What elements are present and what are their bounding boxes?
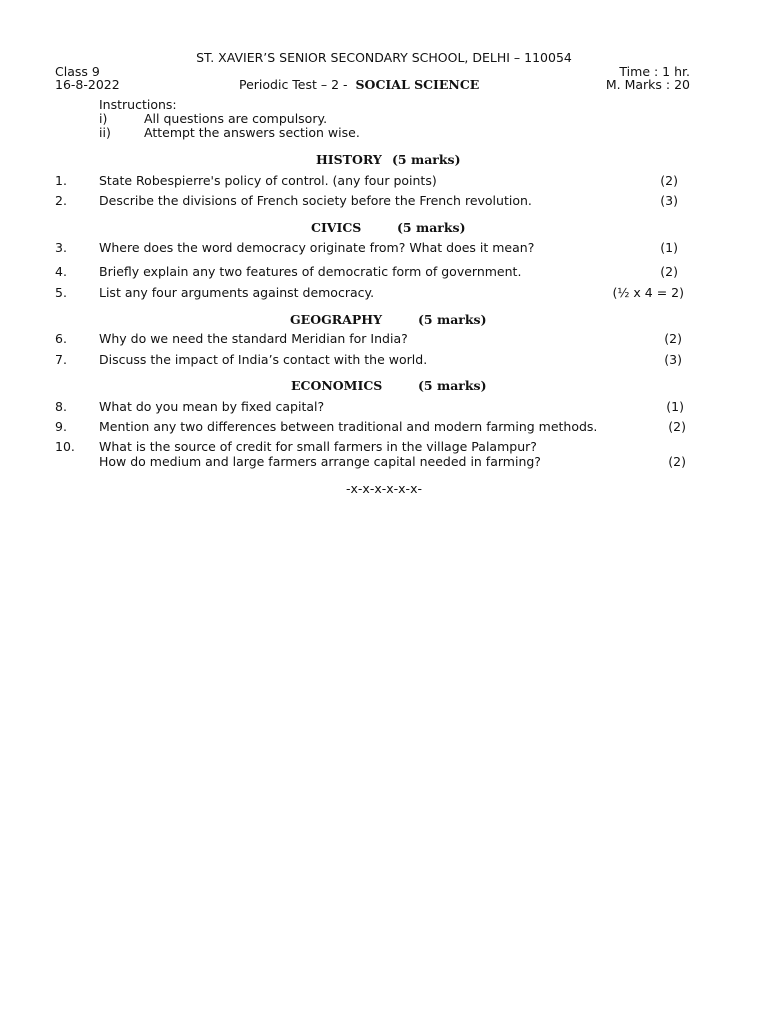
question-number: 5. <box>55 285 67 300</box>
question-number: 3. <box>55 240 67 255</box>
question-number: 6. <box>55 331 67 346</box>
school-name: ST. XAVIER’S SENIOR SECONDARY SCHOOL, DELHI – 110054 <box>196 50 572 65</box>
question-number: 2. <box>55 193 67 208</box>
question-marks: (2) <box>668 454 686 469</box>
instruction-num: i) <box>99 111 108 126</box>
question-text: Briefly explain any two features of democratic form of government. <box>99 264 522 279</box>
question-marks: (3) <box>664 352 682 367</box>
section-marks-geography: (5 marks) <box>418 312 487 327</box>
question-text: Discuss the impact of India’s contact with the world. <box>99 352 428 367</box>
question-marks: (2) <box>668 419 686 434</box>
instructions-heading: Instructions: <box>99 97 177 112</box>
max-marks-label: M. Marks : 20 <box>605 77 690 92</box>
date-label: 16-8-2022 <box>55 77 120 92</box>
question-number: 7. <box>55 352 67 367</box>
section-title-civics: CIVICS <box>311 220 362 235</box>
end-marker: -x-x-x-x-x-x- <box>346 481 422 496</box>
question-marks: (2) <box>660 264 678 279</box>
section-title-geography: GEOGRAPHY <box>290 312 382 327</box>
section-marks-civics: (5 marks) <box>397 220 466 235</box>
section-marks-economics: (5 marks) <box>418 378 487 393</box>
question-text-continued: How do medium and large farmers arrange capital needed in farming? <box>99 454 541 469</box>
section-marks-history: (5 marks) <box>392 152 461 167</box>
question-marks: (2) <box>664 331 682 346</box>
question-text: Mention any two differences between traditional and modern farming methods. <box>99 419 598 434</box>
question-marks: (1) <box>660 240 678 255</box>
question-number: 9. <box>55 419 67 434</box>
section-title-economics: ECONOMICS <box>291 378 383 393</box>
question-text: Describe the divisions of French society before the French revolution. <box>99 193 532 208</box>
question-text: What do you mean by fixed capital? <box>99 399 325 414</box>
instruction-text: Attempt the answers section wise. <box>144 125 360 140</box>
question-text: State Robespierre's policy of control. (any four points) <box>99 173 437 188</box>
subject-title: SOCIAL SCIENCE <box>355 77 480 92</box>
question-marks: (3) <box>660 193 678 208</box>
class-label: Class 9 <box>55 64 100 79</box>
question-marks: (½ x 4 = 2) <box>612 285 684 300</box>
test-prefix: Periodic Test – 2 - <box>239 77 348 92</box>
section-title-history: HISTORY <box>316 152 382 167</box>
question-marks: (2) <box>660 173 678 188</box>
instruction-text: All questions are compulsory. <box>144 111 328 126</box>
question-number: 4. <box>55 264 67 279</box>
test-title <box>239 77 479 92</box>
instruction-num: ii) <box>99 125 111 140</box>
question-number: 8. <box>55 399 67 414</box>
question-marks: (1) <box>666 399 684 414</box>
question-text: List any four arguments against democracy. <box>99 285 375 300</box>
time-label: Time : 1 hr. <box>619 64 690 79</box>
question-text: Why do we need the standard Meridian for India? <box>99 331 408 346</box>
question-text: Where does the word democracy originate from? What does it mean? <box>99 240 535 255</box>
question-number: 10. <box>55 439 75 454</box>
question-text: What is the source of credit for small farmers in the village Palampur? <box>99 439 537 454</box>
question-number: 1. <box>55 173 67 188</box>
